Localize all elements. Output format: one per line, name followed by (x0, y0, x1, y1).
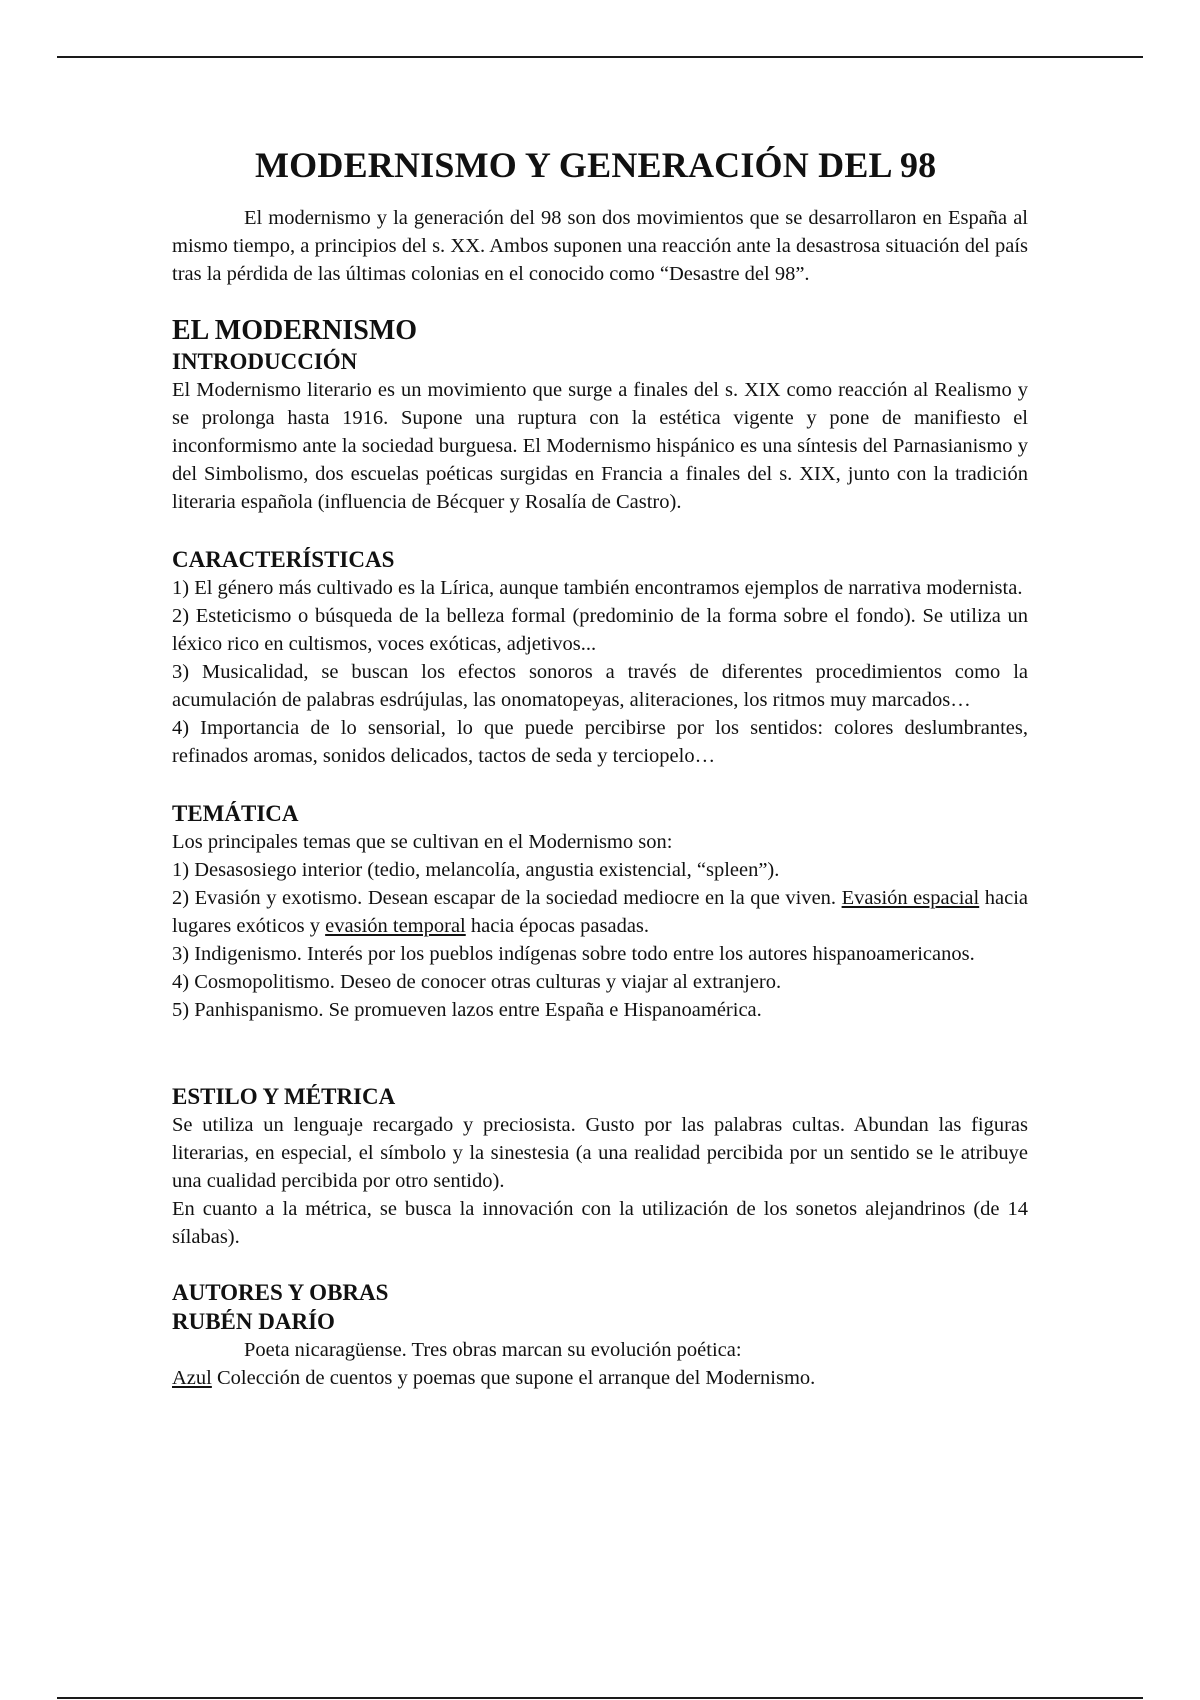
bottom-rule (57, 1697, 1143, 1699)
subheading-caracteristicas: CARACTERÍSTICAS (172, 547, 395, 572)
work-entry (172, 1364, 1028, 1392)
caracteristica-item: 4) Importancia de lo sensorial, lo que puede percibirse por los sentidos: colores deslumbrantes, refinados aromas, sonidos delicados, tactos de seda y terciopelo… (172, 717, 1028, 767)
tematica-item: 4) Cosmopolitismo. Deseo de conocer otras culturas y viajar al extranjero. (172, 971, 782, 993)
tematica-item2-text: hacia lugares exóticos y (172, 887, 1028, 937)
tematica-item2-text: 2) Evasión y exotismo. Desean escapar de la sociedad mediocre en la que viven. (172, 887, 842, 909)
tematica-item: 1) Desasosiego interior (tedio, melancolía, angustia existencial, “spleen”). (172, 859, 780, 881)
estilo-paragraph: Se utiliza un lenguaje recargado y preciosista. Gusto por las palabras cultas. Abundan las figuras literarias, en especial, el símbolo y la sinestesia (a una realidad percibida por un sentido se le atribuye una cualidad percibida por otro sentido). (172, 1114, 1028, 1192)
subheading-estilo-metrica: ESTILO Y MÉTRICA (172, 1084, 396, 1109)
metrica-paragraph: En cuanto a la métrica, se busca la innovación con la utilización de los sonetos alejandrinos (de 14 sílabas). (172, 1198, 1028, 1248)
caracteristica-item: 3) Musicalidad, se buscan los efectos sonoros a través de diferentes procedimientos como la acumulación de palabras esdrújulas, las onomatopeyas, aliteraciones, los ritmos muy marcados… (172, 661, 1028, 711)
underlined-term: Evasión espacial (841, 887, 980, 909)
work-description: Colección de cuentos y poemas que supone el arranque del Modernismo. (211, 1367, 816, 1389)
document-title: MODERNISMO Y GENERACIÓN DEL 98 (255, 145, 937, 185)
top-rule (57, 56, 1143, 58)
tematica-item2-text: hacia épocas pasadas. (465, 915, 650, 937)
document-body (172, 140, 1028, 1392)
section-heading-modernismo: EL MODERNISMO (172, 315, 418, 346)
tematica-item: 5) Panhispanismo. Se promueven lazos entre España e Hispanoamérica. (172, 999, 762, 1021)
introduccion-paragraph: El Modernismo literario es un movimiento que surge a finales del s. XIX como reacción al Realismo y se prolonga hasta 1916. Supone una ruptura con la estética vigente y pone de manifiesto el inconformismo ante la sociedad burguesa. El Modernismo hispánico es una síntesis del Parnasianismo y del Simbolismo, dos escuelas poéticas surgidas en Francia a finales del s. XIX, junto con la tradición literaria española (influencia de Bécquer y Rosalía de Castro). (172, 379, 1028, 513)
work-title: Azul (172, 1367, 212, 1389)
caracteristica-item: 1) El género más cultivado es la Lírica, aunque también encontramos ejemplos de narrativa modernista. (172, 577, 1023, 599)
tematica-item: 3) Indigenismo. Interés por los pueblos indígenas sobre todo entre los autores hispanoamericanos. (172, 943, 975, 965)
tematica-item (172, 884, 1028, 940)
subheading-introduccion: INTRODUCCIÓN (172, 349, 358, 374)
author-name: RUBÉN DARÍO (172, 1309, 335, 1334)
tematica-lead: Los principales temas que se cultivan en el Modernismo son: (172, 831, 673, 853)
author-intro: Poeta nicaragüense. Tres obras marcan su evolución poética: (244, 1339, 742, 1361)
caracteristica-item: 2) Esteticismo o búsqueda de la belleza formal (predominio de la forma sobre el fondo). Se utiliza un léxico rico en cultismos, voces exóticas, adjetivos... (172, 605, 1028, 655)
underlined-term: evasión temporal (325, 915, 466, 937)
subheading-autores-obras: AUTORES Y OBRAS (172, 1280, 389, 1305)
subheading-tematica: TEMÁTICA (172, 801, 299, 826)
intro-paragraph: El modernismo y la generación del 98 son dos movimientos que se desarrollaron en España al mismo tiempo, a principios del s. XX. Ambos suponen una reacción ante la desastrosa situación del país tras la pérdida de las últimas colonias en el conocido como “Desastre del 98”. (172, 207, 1028, 285)
